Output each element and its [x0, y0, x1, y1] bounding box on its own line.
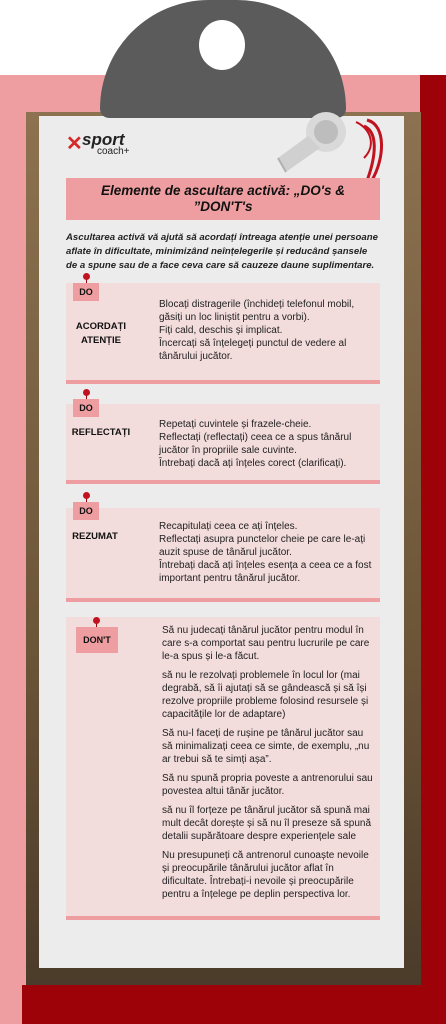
section-line: Blocați distragerile (închideți telefonul mobil, găsiți un loc liniștit pentru a vorbi). [159, 299, 355, 323]
section-line: Să nu judecați tânărul jucător pentru modul în care s-a comportat sau pentru lucrurile pe care le-a spus și le-a făcut. [162, 625, 370, 662]
do-tag: DO [73, 283, 99, 301]
pin-icon [83, 389, 90, 396]
section-line: să nu îl forțeze pe tânărul jucător să spună mai mult decât dorește și să nu îl preseze să spună detalii supărătoare despre experiențele sale [162, 805, 372, 842]
clipboard-clip-hole [199, 20, 245, 70]
logo-brand: sport [82, 130, 125, 149]
background-dark-right [420, 75, 446, 1024]
section-line: Întrebați dacă ați înțeles corect (clarificați). [159, 458, 347, 469]
section-line: să nu le rezolvați problemele în locul lor (mai degrabă, să îi ajutați să se gândească și să își rezolve propriile probleme folosind resursele și capacitățile lor de adaptare) [162, 670, 369, 720]
pin-icon [93, 617, 100, 624]
section-text [162, 624, 376, 901]
section-divider [66, 916, 380, 920]
pin-icon [83, 273, 90, 280]
section-line: Nu presupuneți că antrenorul cunoaște nevoile și preocupările tânărului jucător aflat în dificultate. Întrebați-i nevoile și preocupările pentru a înțelege pe deplin perspectiva lor. [162, 850, 369, 900]
section-divider [66, 598, 380, 602]
section-line: Întrebați dacă ați înțeles esența a ceea ce a fost important pentru tânărul jucător. [159, 560, 372, 584]
section-text [159, 520, 379, 585]
section-label: ACORDAȚI ATENȚIE [75, 321, 127, 346]
section-label: REZUMAT [72, 531, 118, 542]
do-tag: DO [73, 502, 99, 520]
section-line: Recapitulați ceea ce ați înțeles. [159, 521, 298, 532]
title-banner [66, 178, 380, 220]
section-line: Să nu spună propria poveste a antrenorului sau povestea altui tânăr jucător. [162, 773, 373, 797]
pin-icon [83, 492, 90, 499]
section-divider [66, 380, 380, 384]
section-line: Reflectați (reflectați) ceea ce a spus tânărul jucător în propriile sale cuvinte. [159, 432, 352, 456]
logo-sub: coach+ [97, 146, 130, 157]
section-divider [66, 480, 380, 484]
section-line: Repetați cuvintele și frazele-cheie. [159, 419, 312, 430]
section-text [159, 298, 379, 363]
section-line: Încercați să înțelegeți punctul de vedere al tânărului jucător. [159, 338, 347, 362]
page-title: Elemente de ascultare activă: „DO's & ”DON'T's [100, 183, 346, 214]
do-tag: DO [73, 399, 99, 417]
section-line: Fiți cald, deschis și implicat. [159, 325, 283, 336]
section-line: Să nu-l faceți de rușine pe tânărul jucător sau să minimalizați ceea ce simte, de exemplu, „nu ar trebui să te simți așa”. [162, 728, 370, 765]
section-text [159, 418, 379, 470]
section-label: REFLECTAȚI [71, 427, 131, 438]
sportcoach-logo [66, 130, 186, 159]
section-line: Reflectați asupra punctelor cheie pe care le-ați auzit spuse de tânărul jucător. [159, 534, 366, 558]
background-dark-bottom [22, 985, 446, 1024]
intro-text: Ascultarea activă vă ajută să acordați întreaga atenție unei persoane aflate în dificultate, minimizând neînțelegerile și reducând șansele de a spune sau de a face ceva care să cauzeze daune suplimentare. [66, 232, 378, 271]
dont-tag: DON'T [76, 627, 118, 653]
logo-mark-icon: ✕ [66, 133, 83, 155]
